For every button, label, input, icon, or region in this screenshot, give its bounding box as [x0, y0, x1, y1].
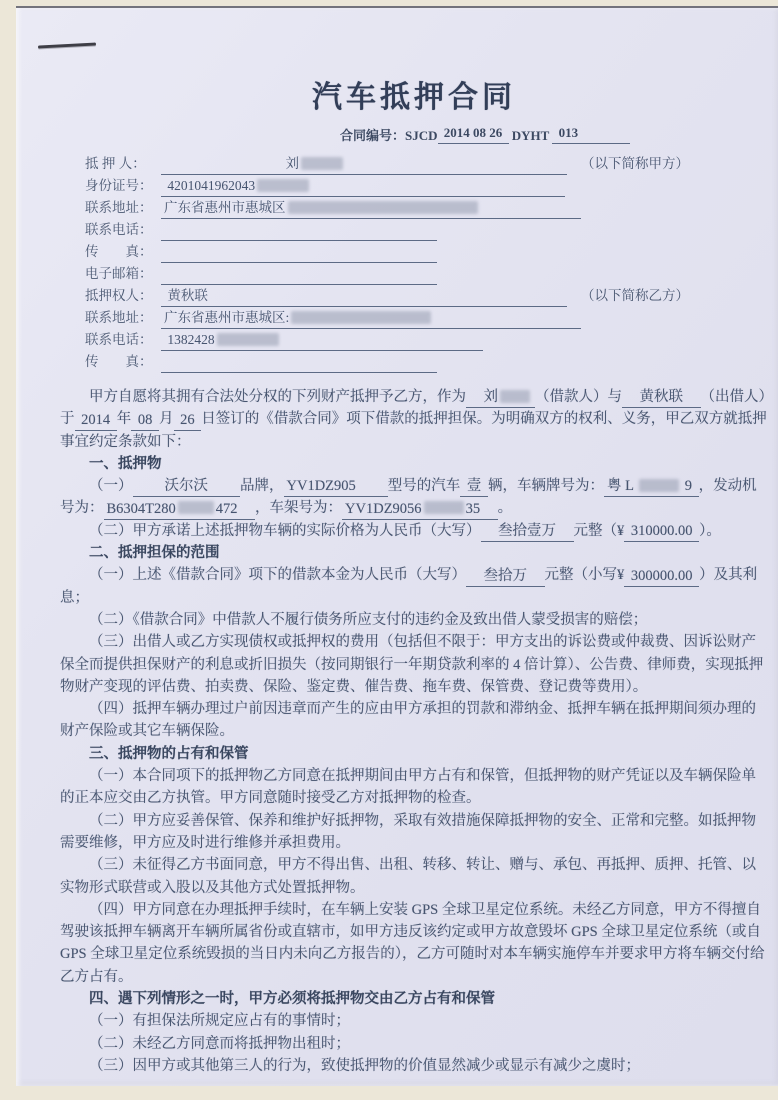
filled-blank: 沃尔沃 — [133, 476, 241, 497]
form-row — [85, 263, 768, 285]
contract-paragraph — [60, 1033, 768, 1055]
filled-blank: 013 — [552, 123, 610, 144]
field-value-underline: 广东省惠州市惠城区 — [161, 198, 581, 219]
text-run: DYHT — [508, 128, 553, 143]
filled-blank: 壹 — [460, 476, 488, 497]
field-label: 抵押权人： — [85, 288, 153, 303]
text-run: （三）因甲方或其他第三人的行为，致使抵押物的价值显然减少或显示有减少之虞时； — [89, 1057, 640, 1074]
text-run: 一、抵押物 — [89, 455, 162, 472]
contract-paragraph — [60, 520, 768, 542]
form-row — [85, 197, 768, 219]
text-run: （一）有担保法所规定应占有的事情时； — [89, 1013, 350, 1030]
contract-paragraph — [60, 810, 768, 855]
party-info-section — [85, 153, 768, 373]
text-run: （借款人）与 — [535, 389, 622, 405]
text-run: 四、遇下列情形之一时，甲方必须将抵押物交由乙方占有和保管 — [89, 991, 495, 1008]
text-run: 三、抵押物的占有和保管 — [89, 745, 249, 762]
filled-blank: 300000.00 — [624, 566, 699, 587]
pen-mark — [38, 42, 96, 48]
field-label: 电子邮箱： — [85, 266, 153, 281]
redaction-blur — [257, 179, 309, 192]
text-run: 。 — [497, 500, 513, 517]
text-run: （四）抵押车辆办理过户前因违章而产生的应由甲方承担的罚款和滞纳金、抵押车辆在抵押期间须办理的财产保险或其它车辆保险。 — [60, 701, 756, 740]
filled-blank: 黄秋联 — [622, 387, 701, 408]
text-run: ）。 — [699, 522, 721, 539]
form-row — [85, 241, 768, 263]
filled-blank — [610, 143, 630, 144]
filled-blank: 2014 08 26 — [438, 123, 509, 144]
field-label: 联系地址： — [85, 200, 153, 215]
text-run: （一）上述《借款合同》项下的借款本金为人民币（大写） — [89, 567, 466, 584]
filled-blank: 08 — [131, 410, 159, 431]
field-label: 传 真： — [85, 354, 153, 369]
contract-paragraph — [60, 564, 768, 609]
text-run: 辆，车辆牌号为： — [488, 478, 605, 495]
text-run: 月 — [159, 411, 174, 428]
text-run: 元整（小写¥ — [544, 567, 625, 584]
redaction-blur — [639, 479, 679, 492]
text-run: ）及其利息； — [60, 567, 758, 606]
field-label: 传 真： — [85, 244, 153, 259]
filled-blank: 310000.00 — [624, 521, 699, 542]
contract-paragraph — [60, 386, 768, 453]
text-run: ，发动机号为： — [60, 478, 757, 517]
text-run: ，车架号为： — [255, 500, 343, 517]
text-run: 型号的汽车 — [387, 478, 461, 495]
form-row — [85, 175, 768, 197]
text-run: 甲方自愿将其拥有合法处分权的下列财产抵押予乙方，作为 — [89, 389, 466, 405]
form-row — [85, 219, 768, 241]
party-alias-suffix: （以下简称甲方） — [581, 156, 689, 171]
text-run: 日签订的《借款合同》项下借款的抵押担保。为明确双方的权利、义务，甲乙双方就抵押事宜约定条款如下： — [60, 411, 767, 450]
form-row — [85, 285, 768, 307]
text-run: 二、抵押担保的范围 — [89, 545, 220, 562]
field-label: 抵 押 人： — [85, 156, 146, 171]
section-heading — [60, 743, 768, 765]
field-label: 联系地址： — [85, 310, 153, 325]
redaction-blur — [301, 157, 343, 170]
section-heading — [60, 453, 768, 475]
party-alias-suffix: （以下简称乙方） — [581, 288, 689, 303]
text-run: （二）《借款合同》中借款人不履行债务所应支付的违约金及致出借人蒙受损害的赔偿； — [89, 611, 648, 628]
text-run: （一） — [89, 478, 133, 495]
redaction-blur — [178, 501, 214, 514]
contract-paragraph — [60, 698, 768, 743]
contract-number-line — [60, 123, 768, 144]
redaction-blur — [291, 311, 431, 324]
text-run: 合同编号：SJCD — [340, 128, 438, 143]
contract-paragraph — [60, 854, 768, 899]
section-heading — [60, 542, 768, 564]
field-label: 联系电话： — [85, 222, 153, 237]
field-value-underline: 1382428 — [161, 330, 483, 351]
form-row — [85, 307, 768, 329]
filled-blank: 刘 — [466, 387, 535, 408]
field-value-underline — [161, 372, 437, 373]
contract-paragraph — [60, 765, 768, 810]
contract-body — [60, 386, 768, 1077]
field-value-underline: 黄秋联 — [161, 286, 567, 307]
text-run: （出借人）于 — [60, 389, 766, 428]
filled-blank: 26 — [174, 410, 202, 431]
text-run: （四）甲方同意在办理抵押手续时，在车辆上安装 GPS 全球卫星定位系统。未经乙方同意，甲方不得擅自驾驶该抵押车辆离开车辆所属省份或直辖市，如甲方违反该约定或甲方故意毁坏 GPS 全球卫星定位系统（或自 GPS 全球卫星定位系统毁损的当日内未向乙方报告的），乙方可随时对本车辆实施停车并要求甲方将车辆交付给乙方占有。 — [60, 901, 765, 985]
field-value-underline: 广东省惠州市惠城区: — [161, 308, 581, 329]
text-run: （二）甲方应妥善保管、保养和维护好抵押物，采取有效措施保障抵押物的安全、正常和完整。如抵押物需要维修，甲方应及时进行维修并承担费用。 — [60, 812, 756, 851]
field-label: 身份证号： — [85, 178, 153, 193]
text-run: （二）未经乙方同意而将抵押物出租时； — [89, 1035, 350, 1052]
document-title: 汽车抵押合同 — [312, 81, 516, 114]
form-row — [85, 329, 768, 351]
contract-content — [16, 80, 778, 1077]
contract-paragraph — [60, 899, 768, 988]
filled-blank: 粤 L 9 — [604, 476, 699, 497]
filled-blank: YV1DZ905 — [284, 476, 388, 497]
field-value-underline: 刘 — [161, 154, 567, 175]
redaction-blur — [217, 333, 279, 346]
redaction-blur — [288, 201, 478, 214]
redaction-blur — [424, 501, 464, 514]
filled-blank: B6304T280 472 — [104, 499, 256, 520]
contract-paragraph — [60, 475, 768, 520]
filled-blank: 叁拾万 — [466, 566, 545, 587]
text-run: 元整（¥ — [573, 522, 625, 539]
form-row — [85, 351, 768, 373]
text-run: （一）本合同项下的抵押物乙方同意在抵押期间由甲方占有和保管，但抵押物的财产凭证以及车辆保险单的正本应交由乙方执管。甲方同意随时接受乙方对抵押物的检查。 — [60, 768, 756, 807]
contract-paragraph — [60, 1010, 768, 1032]
filled-blank: 2014 — [75, 410, 117, 431]
text-run: 年 — [116, 411, 132, 428]
text-run: （三）出借人或乙方实现债权或抵押权的费用（包括但不限于：甲方支出的诉讼费或仲裁费、因诉讼财产保全而提供担保财产的利息或折旧损失（按同期银行一年期贷款利率的 4 倍计算）、公告费、律师费，实现抵押物财产变现的评估费、拍卖费、保险、鉴定费、催告费、拖车费、保管费、登记费等费用）。 — [60, 634, 764, 695]
text-run: 品牌， — [240, 478, 284, 495]
text-run: （二）甲方承诺上述抵押物车辆的实际价格为人民币（大写） — [89, 522, 481, 539]
text-run: （三）未征得乙方书面同意，甲方不得出售、出租、转移、转让、赠与、承包、再抵押、质押、托管、以实物形式联营或入股以及其他方式处置抵押物。 — [60, 857, 756, 896]
contract-paragraph — [60, 631, 768, 698]
contract-paragraph — [60, 1055, 768, 1077]
form-row — [85, 153, 768, 175]
section-heading — [60, 988, 768, 1010]
redaction-blur — [500, 390, 530, 403]
field-value-underline: 4201041962043 — [161, 176, 565, 197]
contract-paper — [16, 6, 778, 1086]
contract-paragraph — [60, 609, 768, 631]
filled-blank: 叁拾壹万 — [481, 521, 574, 542]
filled-blank: YV1DZ9056 35 — [342, 499, 498, 520]
field-label: 联系电话： — [85, 332, 153, 347]
